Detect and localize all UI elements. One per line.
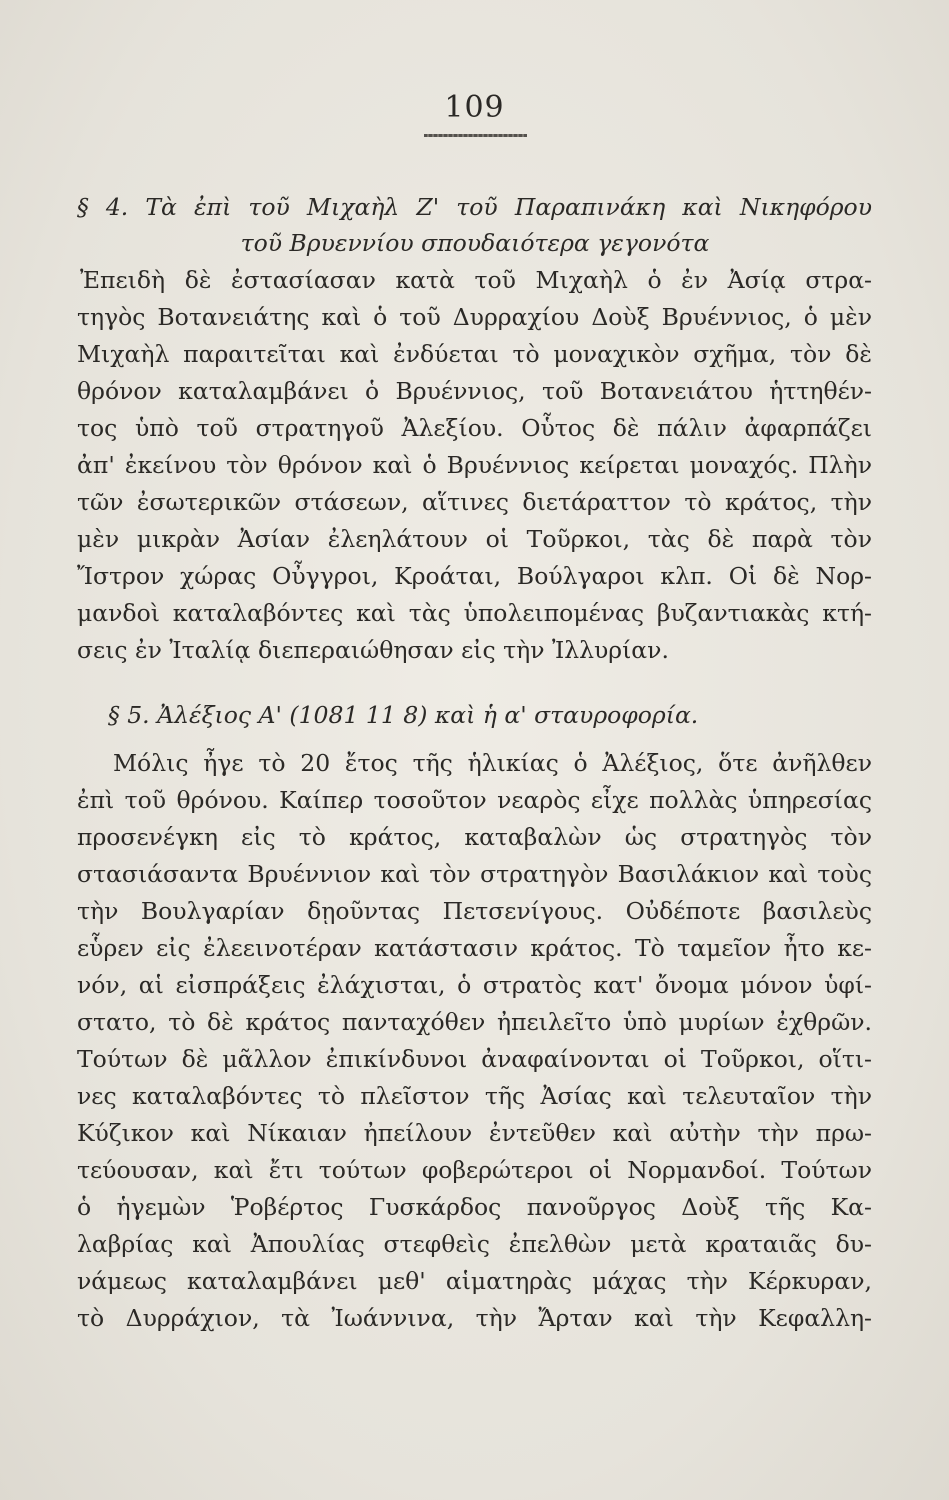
paragraph-line: λαβρίας καὶ Ἀπουλίας στεφθεὶς ἐπελθὼν μετὰ κραταιᾶς δυ- [77, 1230, 872, 1258]
paragraph-line: Τούτων δὲ μᾶλλον ἐπικίνδυνοι ἀναφαίνονται οἱ Τοῦρκοι, οἵτι- [77, 1045, 872, 1073]
paragraph-line: προσενέγκη εἰς τὸ κράτος, καταβαλὼν ὡς στρατηγὸς τὸν [77, 823, 872, 851]
paragraph-line: τῶν ἐσωτερικῶν στάσεων, αἵτινες διετάραττον τὸ κράτος, τὴν [77, 488, 872, 516]
section-5-heading: § 5. Ἀλέξιος Α' (1081 11 8) καὶ ἡ α' σταυροφορία. [108, 701, 699, 729]
paragraph-line: ἐπὶ τοῦ θρόνου. Καίπερ τοσοῦτον νεαρὸς εἶχε πολλὰς ὑπηρεσίας [77, 786, 872, 814]
paragraph-line: θρόνον καταλαμβάνει ὁ Βρυέννιος, τοῦ Βοτανειάτου ἡττηθέν- [77, 377, 872, 405]
paragraph-line: μανδοὶ καταλαβόντες καὶ τὰς ὑπολειπομένας βυζαντιακὰς κτή- [77, 599, 872, 627]
paragraph-line: σεις ἐν Ἰταλίᾳ διεπεραιώθησαν εἰς τὴν Ἰλλυρίαν. [77, 636, 669, 664]
paragraph-line: Ἐπειδὴ δὲ ἐστασίασαν κατὰ τοῦ Μιχαὴλ ὁ ἐν Ἀσίᾳ στρα- [80, 266, 872, 294]
page-number: 109 [444, 90, 505, 125]
section-4-heading-line-2: τοῦ Βρυεννίου σπουδαιότερα γεγονότα [240, 229, 710, 257]
section-4-heading-line-1: § 4. Τὰ ἐπὶ τοῦ Μιχαὴλ Ζ' τοῦ Παραπινάκη καὶ Νικηφόρου [77, 193, 872, 221]
paragraph-line: τὸ Δυρράχιον, τὰ Ἰωάννινα, τὴν Ἄρταν καὶ τὴν Κεφαλλη- [77, 1304, 872, 1332]
paragraph-line: Μιχαὴλ παραιτεῖται καὶ ἐνδύεται τὸ μοναχικὸν σχῆμα, τὸν δὲ [77, 340, 872, 368]
paragraph-line: τὴν Βουλγαρίαν δῃοῦντας Πετσενίγους. Οὐδέποτε βασιλεὺς [77, 897, 872, 925]
ornamental-rule [424, 134, 527, 137]
paragraph-line: εὗρεν εἰς ἐλεεινοτέραν κατάστασιν κράτος. Τὸ ταμεῖον ἦτο κε- [77, 934, 872, 962]
paragraph-line: νες καταλαβόντες τὸ πλεῖστον τῆς Ἀσίας καὶ τελευταῖον τὴν [77, 1082, 872, 1110]
paragraph-line: στατο, τὸ δὲ κράτος πανταχόθεν ἠπειλεῖτο ὑπὸ μυρίων ἐχθρῶν. [77, 1008, 872, 1036]
paragraph-line: μὲν μικρὰν Ἀσίαν ἐλεηλάτουν οἱ Τοῦρκοι, τὰς δὲ παρὰ τὸν [77, 525, 872, 553]
paragraph-line: Κύζικον καὶ Νίκαιαν ἠπείλουν ἐντεῦθεν καὶ αὐτὴν τὴν πρω- [77, 1119, 872, 1147]
paragraph-line: νάμεως καταλαμβάνει μεθ' αἱματηρὰς μάχας τὴν Κέρκυραν, [77, 1267, 872, 1295]
paragraph-line: στασιάσαντα Βρυέννιον καὶ τὸν στρατηγὸν Βασιλάκιον καὶ τοὺς [77, 860, 872, 888]
paragraph-line: τεύουσαν, καὶ ἔτι τούτων φοβερώτεροι οἱ Νορμανδοί. Τούτων [77, 1156, 872, 1184]
paragraph-line: ὁ ἡγεμὼν Ῥοβέρτος Γυσκάρδος πανοῦργος Δοὺξ τῆς Κα- [77, 1193, 872, 1221]
paragraph-line: τος ὑπὸ τοῦ στρατηγοῦ Ἀλεξίου. Οὗτος δὲ πάλιν ἀφαρπάζει [77, 414, 872, 442]
paragraph-line: Ἴστρον χώρας Οὖγγροι, Κροάται, Βούλγαροι κλπ. Οἱ δὲ Νορ- [77, 562, 872, 590]
paragraph-line: Μόλις ἦγε τὸ 20 ἔτος τῆς ἡλικίας ὁ Ἀλέξιος, ὅτε ἀνῆλθεν [113, 749, 872, 777]
paragraph-line: τηγὸς Βοτανειάτης καὶ ὁ τοῦ Δυρραχίου Δοὺξ Βρυέννιος, ὁ μὲν [77, 303, 872, 331]
paragraph-line: ἀπ' ἐκείνου τὸν θρόνον καὶ ὁ Βρυέννιος κείρεται μοναχός. Πλὴν [77, 451, 872, 479]
paragraph-line: νόν, αἱ εἰσπράξεις ἐλάχισται, ὁ στρατὸς κατ' ὄνομα μόνον ὑφί- [77, 971, 872, 999]
